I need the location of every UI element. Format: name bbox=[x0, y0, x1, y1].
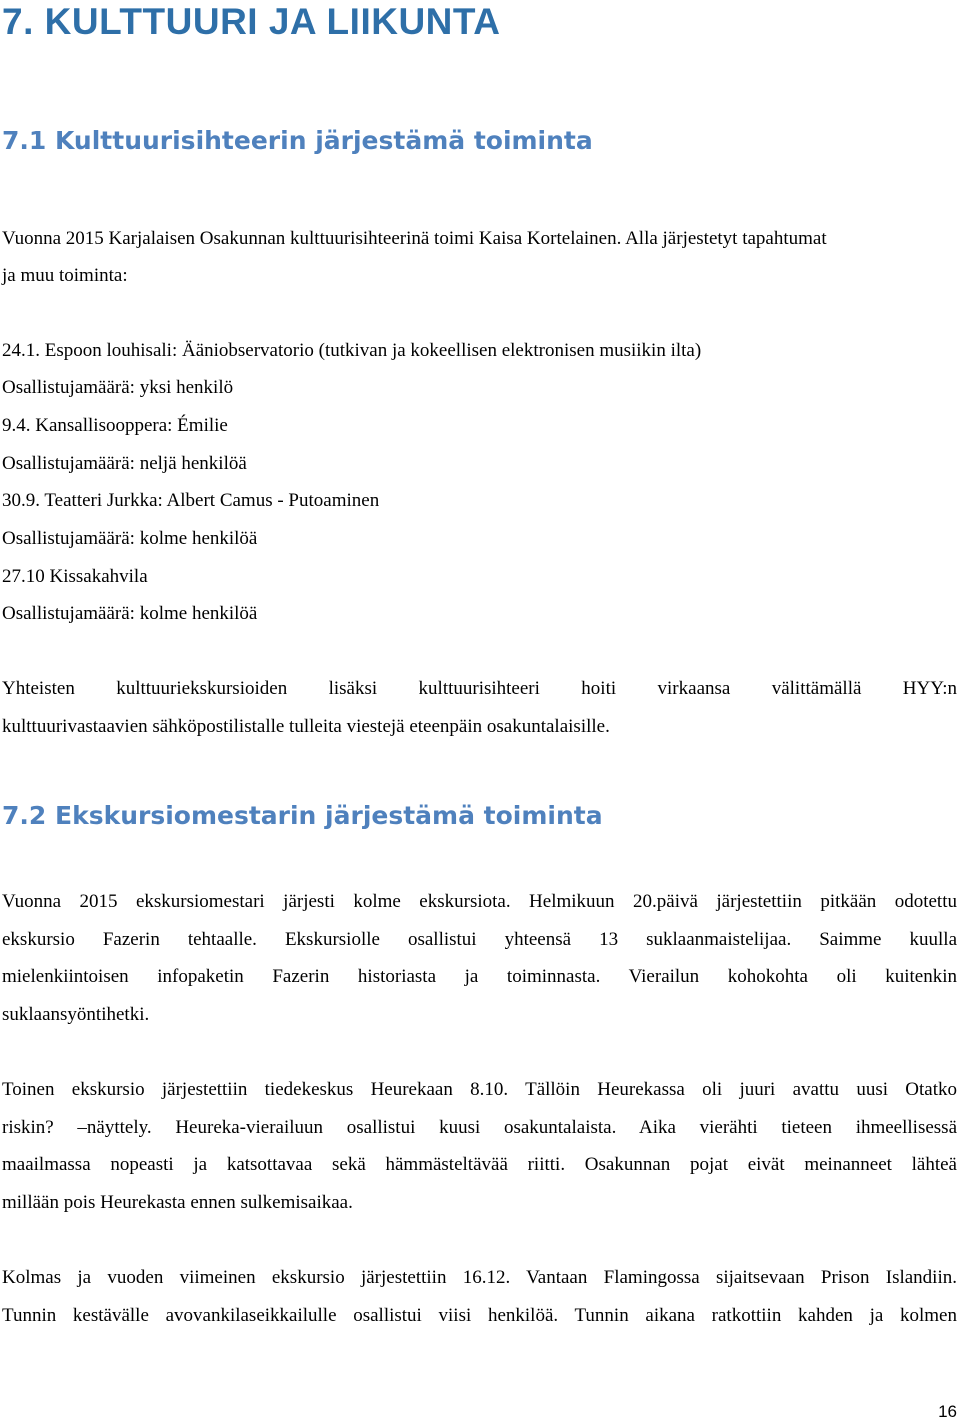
section-title-culture: 7.1 Kulttuurisihteerin järjestämä toiminta bbox=[2, 126, 593, 155]
paragraph-line: ekskursio Fazerin tehtaalle. Ekskursiolle osallistui yhteensä 13 suklaanmaistelijaa. Saimme kuulla bbox=[2, 928, 957, 950]
paragraph-line: Kolmas ja vuoden viimeinen ekskursio järjestettiin 16.12. Vantaan Flamingossa sijaitsevaan Prison Islandiin. bbox=[2, 1267, 957, 1288]
excursion-paragraph-3 bbox=[2, 1265, 957, 1340]
event-line: 27.10 Kissakahvila bbox=[2, 566, 148, 587]
event-line: 24.1. Espoon louhisali: Ääniobservatorio (tutkivan ja kokeellisen elektronisen musiikin ilta) bbox=[2, 340, 702, 361]
culture-closing-paragraph bbox=[2, 676, 957, 751]
paragraph-line: mielenkiintoisen infopaketin Fazerin historiasta ja toiminnasta. Vierailun kohokohta oli kuitenkin bbox=[2, 966, 957, 987]
section-title-excursions: 7.2 Ekskursiomestarin järjestämä toiminta bbox=[2, 801, 603, 830]
paragraph-line: Toinen ekskursio järjestettiin tiedekeskus Heurekaan 8.10. Tällöin Heurekassa oli juuri avattu uusi Otatko bbox=[2, 1079, 957, 1100]
event-line: Osallistujamäärä: kolme henkilöä bbox=[2, 528, 258, 549]
event-line: Osallistujamäärä: neljä henkilöä bbox=[2, 453, 247, 474]
paragraph-line: kulttuurivastaavien sähköpostilistalle tulleita viestejä eteenpäin osakuntalaisille. bbox=[2, 715, 610, 737]
excursion-paragraph-1 bbox=[2, 889, 957, 1039]
paragraph-line: Tunnin kestävälle avovankilaseikkailulle osallistui viisi henkilöä. Tunnin aikana ratkottiin kahden ja kolmen bbox=[2, 1304, 957, 1326]
paragraph-line: Vuonna 2015 ekskursiomestari järjesti kolme ekskursiota. Helmikuun 20.päivä järjestettiin pitkään odotettu bbox=[2, 891, 957, 912]
paragraph-line: suklaansyöntihetki. bbox=[2, 1003, 150, 1025]
paragraph-line: Yhteisten kulttuuriekskursioiden lisäksi kulttuurisihteeri hoiti virkaansa välittämällä HYY:n bbox=[2, 678, 957, 699]
intro-line-1: Vuonna 2015 Karjalaisen Osakunnan kulttuurisihteerinä toimi Kaisa Kortelainen. Alla järjestetyt tapahtumat bbox=[2, 228, 827, 249]
paragraph-line: millään pois Heurekasta ennen sulkemisaikaa. bbox=[2, 1191, 353, 1213]
event-line: 9.4. Kansallisooppera: Émilie bbox=[2, 415, 228, 436]
intro-line-2: ja muu toiminta: bbox=[2, 265, 128, 286]
page-number: 16 bbox=[938, 1402, 957, 1421]
chapter-heading: 7. KULTTUURI JA LIIKUNTA bbox=[2, 1, 501, 42]
event-line: Osallistujamäärä: yksi henkilö bbox=[2, 377, 234, 398]
event-line: 30.9. Teatteri Jurkka: Albert Camus - Putoaminen bbox=[2, 490, 380, 511]
event-line: Osallistujamäärä: kolme henkilöä bbox=[2, 603, 258, 624]
paragraph-line: riskin? –näyttely. Heureka-vierailuun osallistui kuusi osakuntalaista. Aika vierähti tieteen ihmeellisessä bbox=[2, 1116, 957, 1138]
paragraph-line: maailmassa nopeasti ja katsottavaa sekä hämmästeltävää riitti. Osakunnan pojat eivät meinanneet lähteä bbox=[2, 1154, 957, 1175]
excursion-paragraph-2 bbox=[2, 1077, 957, 1227]
